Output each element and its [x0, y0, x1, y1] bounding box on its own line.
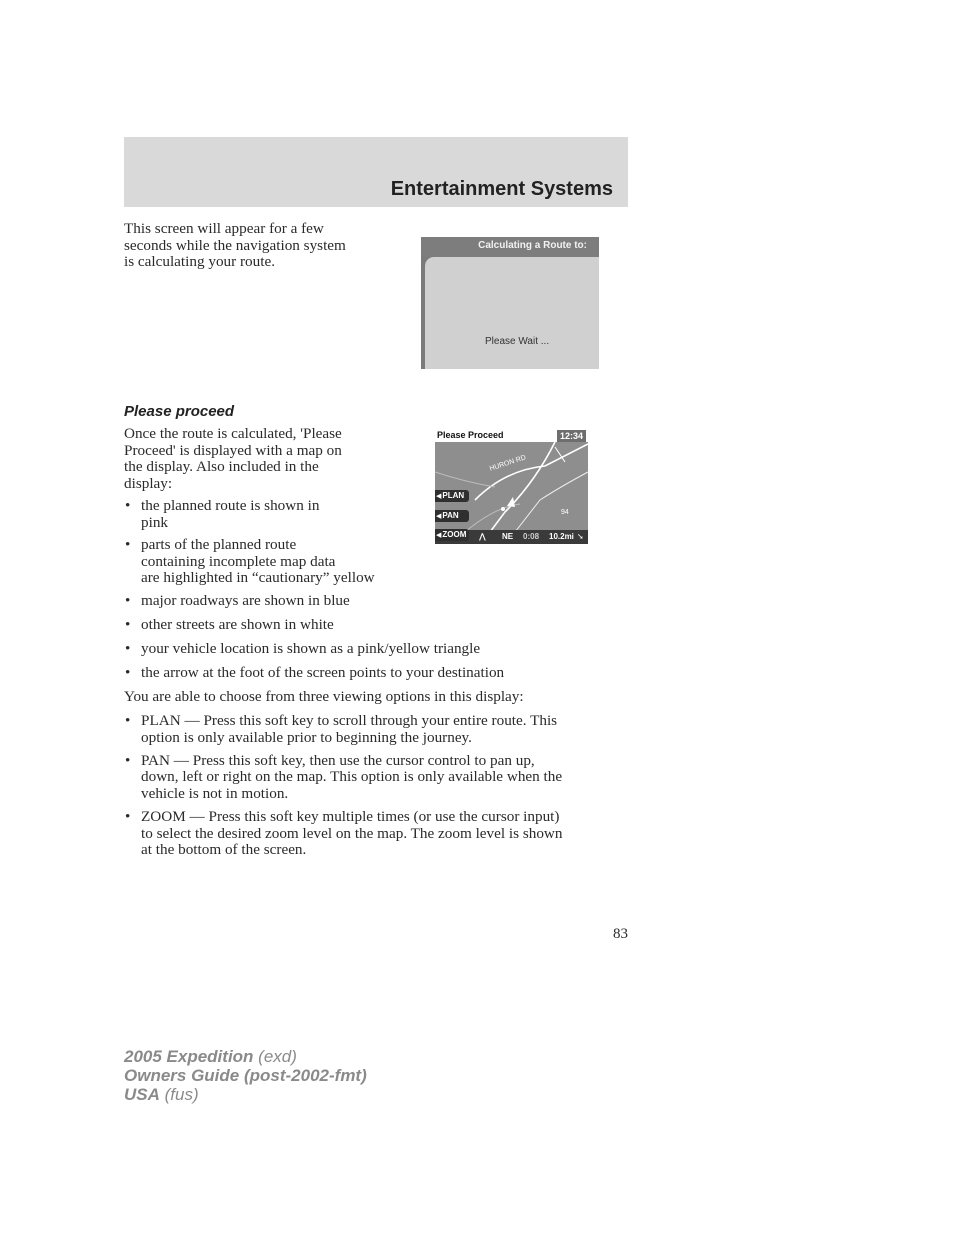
intro-line: seconds while the navigation system [124, 236, 346, 254]
road-icon: ⋀ [479, 532, 486, 541]
distance-readout: 10.2mi [549, 532, 574, 541]
left-arrow-icon: ◀ [436, 513, 442, 520]
vehicle-marker [507, 497, 515, 507]
map-titlebar [435, 430, 588, 442]
destination-arrow-icon: ➘ [577, 532, 584, 541]
intro-line: is calculating your route. [124, 253, 275, 271]
heading-readout: NE [502, 532, 514, 541]
section-intro-line: display: [124, 474, 173, 492]
list-item: • PLAN — Press this soft key to scroll through your entire route. This option is only available prior to beginning the journey. [124, 713, 628, 746]
section-intro-line: Once the route is calculated, 'Please [124, 425, 342, 442]
page-title: Entertainment Systems [390, 178, 613, 200]
list-item: • other streets are shown in white [124, 617, 624, 634]
calc-titlebar [421, 237, 599, 257]
list-item: • ZOOM — Press this soft key multiple times (or use the cursor input) to select the desired zoom level on the map. The zoom level is shown at the bottom of the screen. [124, 809, 628, 859]
road-line [515, 472, 588, 532]
road-line [435, 472, 495, 487]
calc-title: Calculating a Route to: [478, 240, 587, 251]
list-item: • the planned route is shown in pink [124, 498, 414, 531]
footer-line: 2005 Expedition (exd) [124, 1047, 297, 1066]
please-wait-message: Please Wait ... [485, 336, 550, 347]
list-item: • PAN — Press this soft key, then use the cursor control to pan up, down, left or right on the map. This option is only available when the vehicle is not in motion. [124, 753, 628, 803]
section-heading: Please proceed [124, 403, 235, 420]
zoom-softkey[interactable]: ◀ZOOM [435, 529, 469, 541]
pan-softkey[interactable]: ◀PAN [435, 510, 469, 522]
road-label: 94 [561, 509, 569, 516]
please-proceed-map-screen [435, 430, 588, 544]
header-band [124, 137, 628, 207]
time-readout: 0:08 [523, 532, 540, 541]
section-intro [124, 426, 404, 492]
left-arrow-icon: ◀ [436, 493, 442, 500]
page-number: 83 [613, 926, 628, 942]
map-title: Please Proceed [437, 430, 504, 440]
map-clock: 12:34 [557, 430, 586, 442]
intro-paragraph [124, 221, 404, 271]
section-intro-line: Proceed' is displayed with a map on [124, 441, 342, 459]
intro-line: This screen will appear for a few [124, 220, 324, 237]
calc-panel [425, 257, 599, 369]
section-intro-line: the display. Also included in the [124, 458, 319, 476]
footer-line: Owners Guide (post-2002-fmt) [124, 1066, 367, 1085]
left-arrow-icon: ◀ [436, 532, 442, 539]
feature-list-narrow [124, 498, 414, 587]
list-item: • the arrow at the foot of the screen points to your destination [124, 665, 624, 682]
document-footer [124, 1047, 367, 1104]
options-list [124, 713, 628, 859]
calculating-route-screen [421, 237, 599, 369]
list-item: • your vehicle location is shown as a pink/yellow triangle [124, 641, 624, 658]
options-intro: You are able to choose from three viewing options in this display: [124, 688, 524, 705]
list-item: • major roadways are shown in blue [124, 593, 624, 610]
list-item: • parts of the planned route containing incomplete map data are highlighted in “cautionary” yellow [124, 537, 414, 587]
route-dot [501, 507, 505, 511]
footer-line: USA (fus) [124, 1085, 199, 1104]
road-label: HURON RD [488, 454, 527, 473]
feature-list-wide [124, 593, 624, 682]
plan-softkey[interactable]: ◀PLAN [435, 490, 469, 502]
